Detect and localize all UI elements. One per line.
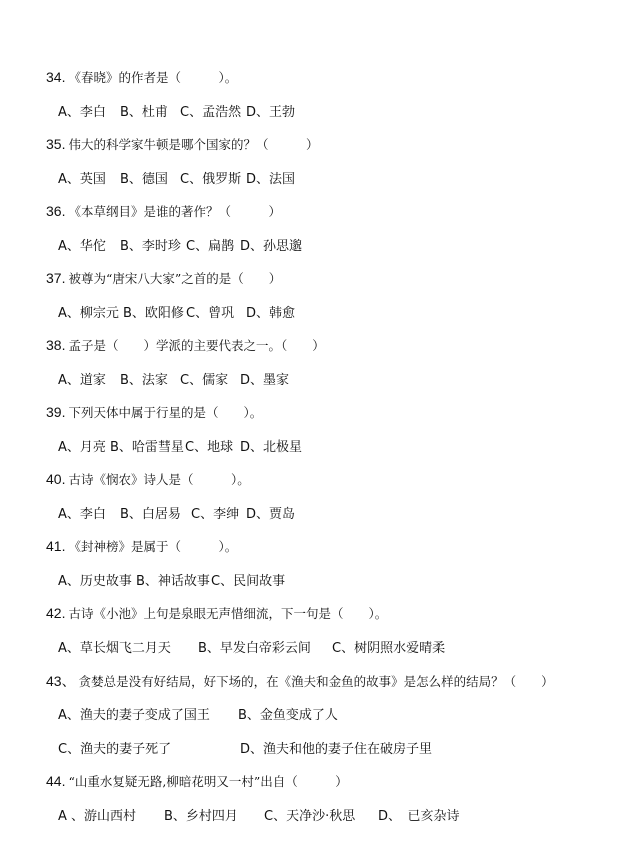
question-text: 下列天体中属于行星的是（ ）。 [68,405,263,420]
question-37 [46,269,281,287]
question-number: 38. [46,337,66,353]
option-c[interactable]: C、树阴照水爱晴柔 [332,641,446,656]
option-b[interactable]: B、早发白帝彩云间 [198,641,311,656]
option-a[interactable]: A、李白 [58,507,106,522]
question-number: 43、 [46,673,76,689]
option-c[interactable]: C、天净沙·秋思 [264,809,356,824]
question-39 [46,403,262,421]
option-a[interactable]: A、道家 [58,373,106,388]
question-42 [46,604,387,622]
question-number: 41. [46,538,66,554]
question-35 [46,135,318,153]
question-text: 孟子是（ ）学派的主要代表之一。（ ） [68,338,325,353]
question-number: 42. [46,605,66,621]
option-a[interactable]: A、英国 [58,172,106,187]
option-c[interactable]: C、孟浩然 [180,105,242,120]
option-b[interactable]: B、法家 [120,373,168,388]
option-b[interactable]: B、欧阳修 [123,306,184,321]
option-d[interactable]: D、韩愈 [246,306,296,321]
question-number: 35. [46,136,66,152]
option-c[interactable]: C、地球 [185,440,234,455]
option-a[interactable]: A、李白 [58,105,106,120]
question-41 [46,537,237,555]
question-number: 34. [46,69,66,85]
option-a[interactable]: A、月亮 [58,440,106,455]
question-text: 贪婪总是没有好结局，好下场的，在《渔夫和金鱼的故事》是怎么样的结局？（ ） [78,674,554,689]
option-a[interactable]: A、渔夫的妻子变成了国王 [58,708,210,723]
option-c[interactable]: C、儒家 [180,373,229,388]
question-text: 古诗《悯农》诗人是（ ）。 [68,472,250,487]
option-a[interactable]: A、柳宗元 [58,306,119,321]
option-d[interactable]: D、墨家 [240,373,290,388]
question-text: 被尊为“唐宋八大家”之首的是（ ） [68,271,282,286]
option-d[interactable]: D、渔夫和他的妻子住在破房子里 [240,742,433,757]
question-text: 《春晓》的作者是（ ）。 [68,70,238,85]
question-40 [46,470,250,488]
option-d[interactable]: D、北极星 [240,440,303,455]
option-c[interactable]: C、曾巩 [186,306,235,321]
question-number: 39. [46,404,66,420]
question-43 [46,671,554,691]
question-text: 《本草纲目》是谁的著作？（ ） [68,204,281,219]
question-text: 古诗《小池》上句是泉眼无声惜细流，下一句是（ ）。 [68,606,388,621]
option-a[interactable]: A 、游山西村 [58,809,137,824]
option-b[interactable]: B、白居易 [120,507,181,522]
question-36 [46,202,281,220]
option-b[interactable]: B、哈雷彗星 [110,440,184,455]
question-number: 44. [46,773,66,789]
question-44 [46,772,348,790]
question-text: 《封神榜》是属于（ ）。 [68,539,238,554]
option-d[interactable]: D、 已亥杂诗 [378,809,460,824]
option-a[interactable]: A、历史故事 [58,574,132,589]
option-c[interactable]: C、李绅 [191,507,240,522]
option-a[interactable]: A、草长烟飞二月天 [58,641,171,656]
question-number: 40. [46,471,66,487]
option-d[interactable]: D、贾岛 [246,507,296,522]
option-b[interactable]: B、杜甫 [120,105,168,120]
option-b[interactable]: B、神话故事 [136,574,210,589]
option-c[interactable]: C、民间故事 [211,574,286,589]
option-c[interactable]: C、扁鹊 [186,239,235,254]
option-b[interactable]: B、李时珍 [120,239,181,254]
option-c[interactable]: C、俄罗斯 [180,172,242,187]
option-a[interactable]: A、华佗 [58,239,106,254]
option-d[interactable]: D、王勃 [246,105,296,120]
option-b[interactable]: B、乡村四月 [164,809,238,824]
option-d[interactable]: D、孙思邈 [240,239,303,254]
question-38 [46,336,325,354]
question-text: 伟大的科学家牛顿是哪个国家的？（ ） [68,137,319,152]
question-number: 37. [46,270,66,286]
option-b[interactable]: B、金鱼变成了人 [238,708,338,723]
question-number: 36. [46,203,66,219]
option-b[interactable]: B、德国 [120,172,168,187]
question-34 [46,68,237,86]
question-text: “山重水复疑无路,柳暗花明又一村”出自（ ） [68,774,348,789]
option-c[interactable]: C、渔夫的妻子死了 [58,742,172,757]
option-d[interactable]: D、法国 [246,172,296,187]
